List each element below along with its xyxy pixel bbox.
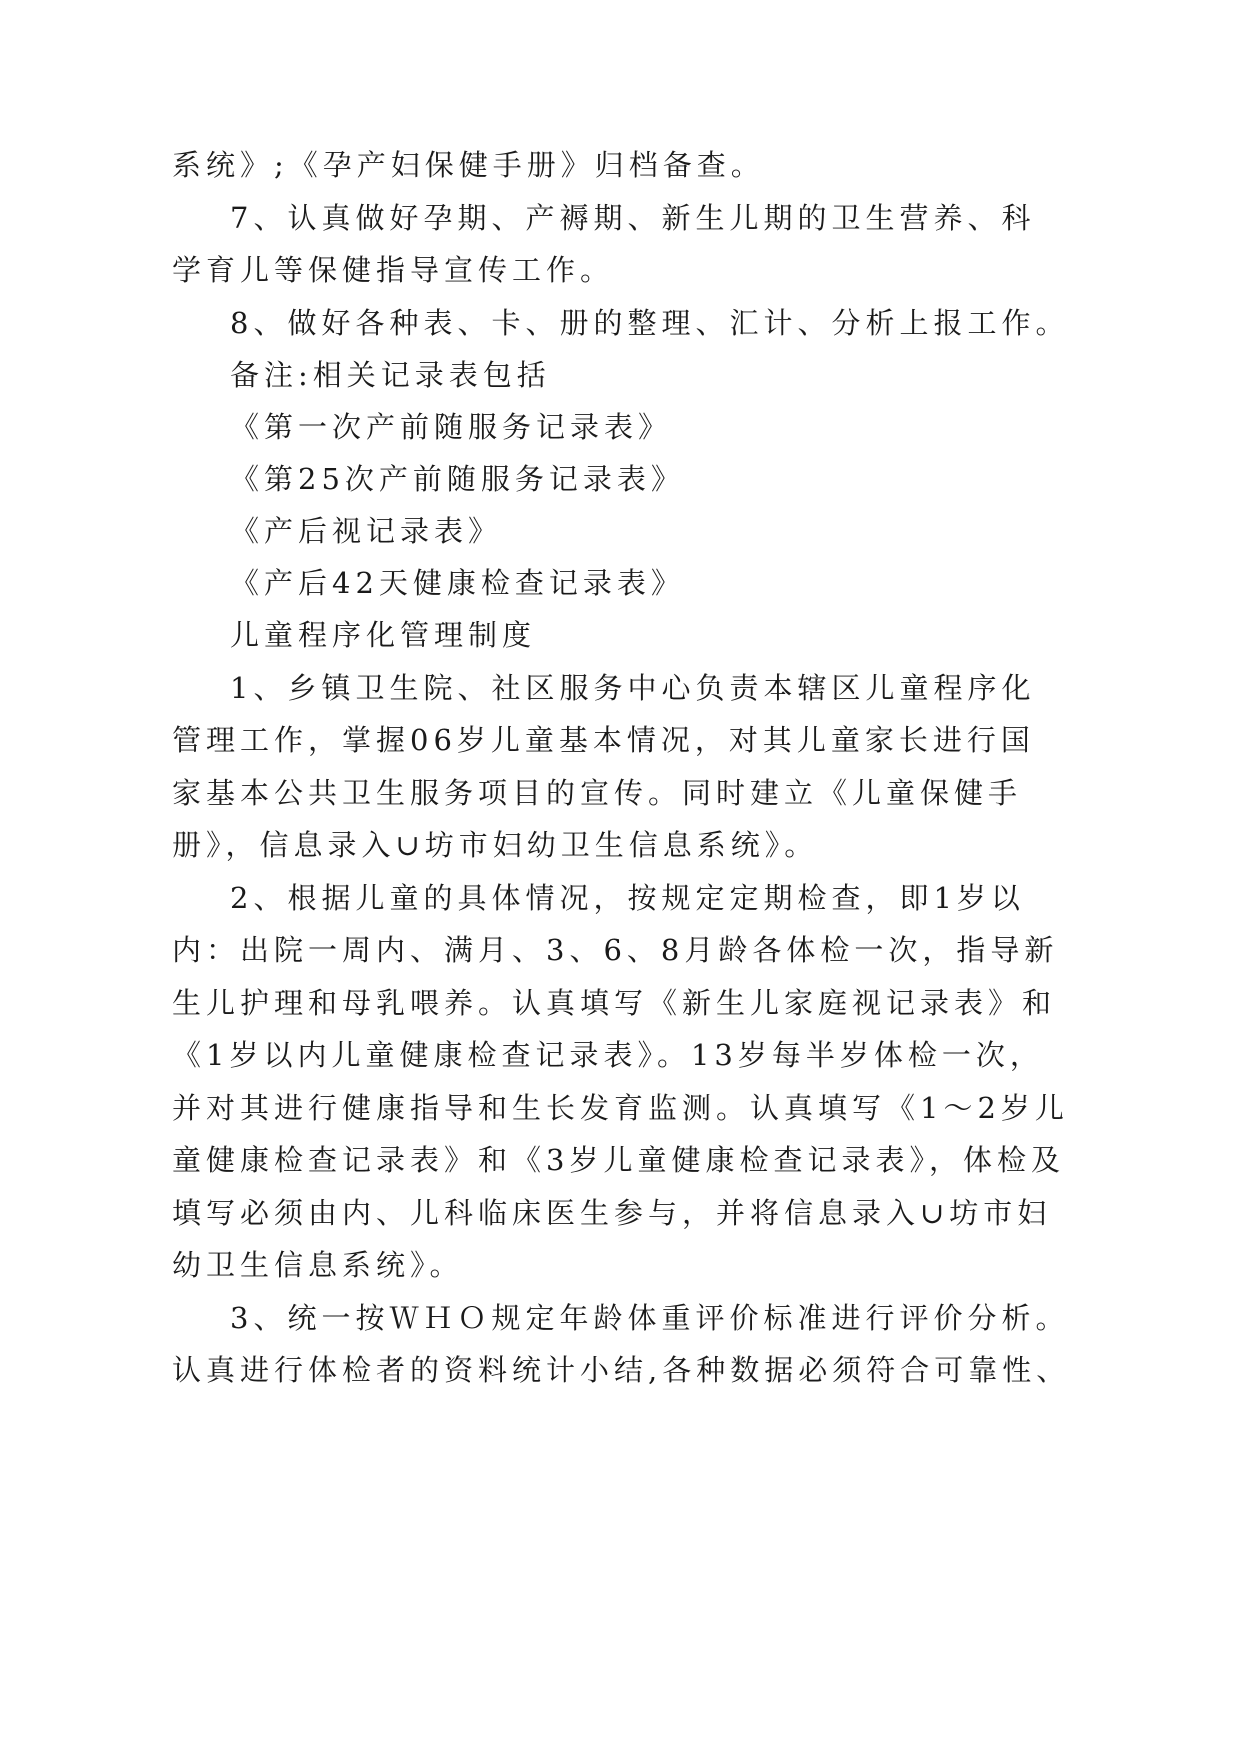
text-line: 生儿护理和母乳喂养。认真填写《新生儿家庭视记录表》和 <box>172 986 1057 1020</box>
text-line: 家基本公共卫生服务项目的宣传。同时建立《儿童保健手 <box>172 776 1023 810</box>
text-line: 《第25次产前随服务记录表》 <box>230 462 685 496</box>
text-line: 《产后视记录表》 <box>230 514 503 548</box>
text-line: 8、做好各种表、卡、册的整理、汇计、分析上报工作。 <box>230 306 1070 340</box>
section-heading: 儿童程序化管理制度 <box>230 618 537 652</box>
text-line: 童健康检查记录表》和《3岁儿童健康检查记录表》，体检及 <box>172 1143 1065 1177</box>
text-line: 册》，信息录入∪坊市妇幼卫生信息系统》。 <box>172 828 819 862</box>
text-line: 2、根据儿童的具体情况，按规定定期检查，即1岁以 <box>230 881 1025 915</box>
text-line: 并对其进行健康指导和生长发育监测。认真填写《1～2岁儿 <box>172 1091 1069 1125</box>
text-line: 填写必须由内、儿科临床医生参与，并将信息录入∪坊市妇 <box>172 1196 1052 1230</box>
text-line: 备注:相关记录表包括 <box>230 358 551 392</box>
text-line: 认真进行体检者的资料统计小结,各种数据必须符合可靠性、 <box>172 1353 1071 1387</box>
text-line: 《产后42天健康检查记录表》 <box>230 566 685 600</box>
text-line: 1、乡镇卫生院、社区服务中心负责本辖区儿童程序化 <box>230 671 1036 705</box>
text-line: 3、统一按ＷＨＯ规定年龄体重评价标准进行评价分析。 <box>230 1301 1070 1335</box>
text-line: 《1岁以内儿童健康检查记录表》。13岁每半岁体检一次， <box>172 1038 1044 1072</box>
text-line: 管理工作，掌握06岁儿童基本情况，对其儿童家长进行国 <box>172 723 1035 757</box>
text-line: 幼卫生信息系统》。 <box>172 1248 464 1282</box>
text-line: 系统》;《孕产妇保健手册》归档备查。 <box>172 148 765 182</box>
text-line: 《第一次产前随服务记录表》 <box>230 410 673 444</box>
text-line: 学育儿等保健指导宣传工作。 <box>172 253 615 287</box>
text-line: 7、认真做好孕期、产褥期、新生儿期的卫生营养、科 <box>230 201 1036 235</box>
text-line: 内：出院一周内、满月、3、6、8月龄各体检一次，指导新 <box>172 933 1059 967</box>
